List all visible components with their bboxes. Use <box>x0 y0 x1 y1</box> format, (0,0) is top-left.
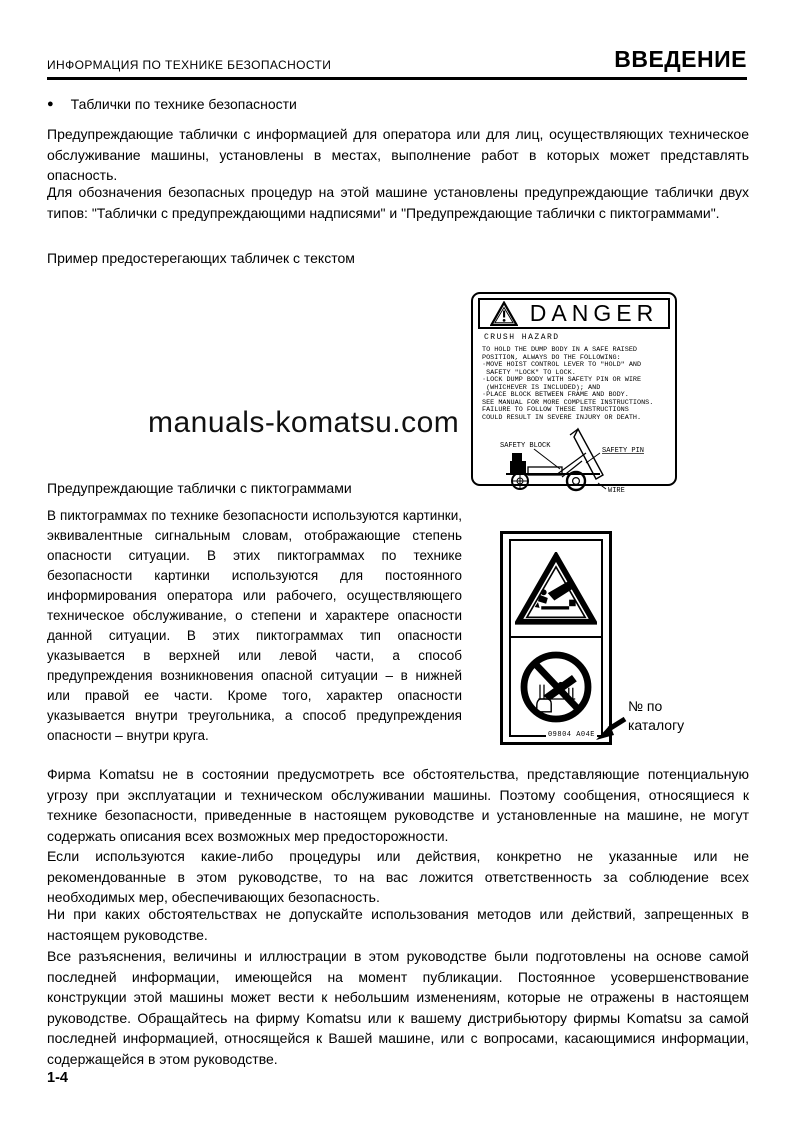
page-number: 1-4 <box>47 1070 68 1086</box>
paragraph-closing-2: Если используются какие-либо процедуры или действия, конкретно не указанные или не рекомендованные в этом руководстве, то на вас ложится ответственность за соблюдение всех необходимых мер, обеспечивающих безопасность. <box>47 848 749 905</box>
danger-label-text <box>478 343 670 422</box>
paragraph-intro-1: Предупреждающие таблички с информацией для оператора или для лиц, осуществляющих техническое обслуживание машины, установлены в местах, выполнение работ в которых может представлять опасность. <box>47 126 749 183</box>
example-caption: Пример предостерегающих табличек с текстом <box>47 250 355 266</box>
paragraph-closing-3: Ни при каких обстоятельствах не допускайте использования методов или действий, запрещенных в настоящем руководстве. <box>47 906 749 943</box>
header-rule <box>47 77 747 80</box>
danger-label-line: POSITION, ALWAYS DO THE FOLLOWING: <box>482 353 621 362</box>
diagram-label-wire: WIRE <box>608 487 625 493</box>
dump-truck-diagram <box>482 423 666 493</box>
danger-label-line: ·LOCK DUMP BODY WITH SAFETY PIN OR WIRE <box>482 376 642 384</box>
danger-label-line: ·MOVE HOIST CONTROL LEVER TO "HOLD" AND <box>482 361 642 369</box>
catalog-arrow-icon <box>595 715 629 745</box>
header-section-title: ИНФОРМАЦИЯ ПО ТЕХНИКЕ БЕЗОПАСНОСТИ <box>47 58 332 72</box>
bullet-icon: ● <box>47 98 54 110</box>
bullet-heading-label: Таблички по технике безопасности <box>70 96 297 112</box>
danger-label-line: (WHICHEVER IS INCLUDED); AND <box>482 383 601 392</box>
header-chapter-title: ВВЕДЕНИЕ <box>614 46 747 72</box>
prohibition-circle-icon <box>516 649 596 725</box>
pictogram-prohibition-cell <box>511 638 601 735</box>
catalog-note-line1: № по <box>628 698 663 714</box>
paragraph-intro-2: Для обозначения безопасных процедур на этой машине установлены предупреждающие таблички двух типов: "Таблички с предупреждающими надписями" и "Предупреждающие таблички с пиктограммами". <box>47 184 749 221</box>
danger-label-line: SEE MANUAL FOR MORE COMPLETE INSTRUCTIONS. <box>482 398 654 407</box>
warning-triangle-icon <box>490 301 518 327</box>
danger-label-header <box>478 298 670 329</box>
pictogram-section-heading: Предупреждающие таблички с пиктограммами <box>47 480 352 496</box>
pictogram-part-number: 09804 A04E <box>547 731 595 739</box>
danger-label-line: ·PLACE BLOCK BETWEEN FRAME AND BODY. <box>482 391 629 399</box>
diagram-label-safety-pin: SAFETY PIN <box>602 447 645 455</box>
pictogram-hazard-cell <box>511 541 601 638</box>
watermark-text: manuals-komatsu.com <box>148 406 460 439</box>
danger-label-line: FAILURE TO FOLLOW THESE INSTRUCTIONS <box>482 406 629 414</box>
pictogram-section-body: В пиктограммах по технике безопасности используются картинки, эквивалентные сигнальным словам, отображающие степень опасности ситуации. В этих пиктограммах по технике безопасности картинки используются для постоянного информирования оператора или рабочего, осуществляющего техническое обслуживание, о степени и характере опасности данной ситуации. В этих пиктограммах тип опасности указывается в верхней или левой части, а способ предупреждения возникновения опасной ситуации – в нижней или правой ее части. Кроме того, характер опасности указывается внутри треугольника, а способ предупреждения опасности – внутри круга. <box>47 508 462 743</box>
danger-label-line: COULD RESULT IN SEVERE INJURY OR DEATH. <box>482 413 642 422</box>
danger-hazard-heading: CRUSH HAZARD <box>484 333 560 342</box>
danger-label-line: TO HOLD THE DUMP BODY IN A SAFE RAISED <box>482 346 637 354</box>
catalog-number-note <box>628 697 684 735</box>
catalog-note-line2: каталогу <box>628 717 685 733</box>
pictogram-label-inner <box>509 539 603 737</box>
diagram-label-safety-block: SAFETY BLOCK <box>500 442 551 450</box>
danger-label-figure <box>471 292 677 493</box>
pictogram-label-figure <box>500 531 612 745</box>
crush-hazard-triangle-icon <box>515 552 597 626</box>
paragraph-closing-1: Фирма Komatsu не в состоянии предусмотреть все обстоятельства, представляющие потенциальную угрозу при эксплуатации и техническом обслуживании машины. Поэтому сообщения, относящиеся к технике безопасности, приведенные в настоящем руководстве и установленные на машине, не могут содержать описания всех возможных мер предосторожности. <box>47 766 749 844</box>
paragraph-closing-4: Все разъяснения, величины и иллюстрации в этом руководстве были подготовлены на основе самой последней информации, имеющейся на момент публикации. Постоянное усовершенствование конструкции этой машины может вести к небольшим изменениям, которые не отражены в настоящем руководстве. Обращайтесь на фирму Komatsu или к вашему дистрибьютору фирмы Komatsu за самой последней информацией, относящейся к Вашей машине, или с вопросами, касающимися информации, содержащейся в этом руководстве. <box>47 948 749 1067</box>
danger-signal-word: DANGER <box>529 300 659 326</box>
bullet-heading <box>47 96 297 112</box>
danger-label-line: SAFETY "LOCK" TO LOCK. <box>482 368 576 377</box>
